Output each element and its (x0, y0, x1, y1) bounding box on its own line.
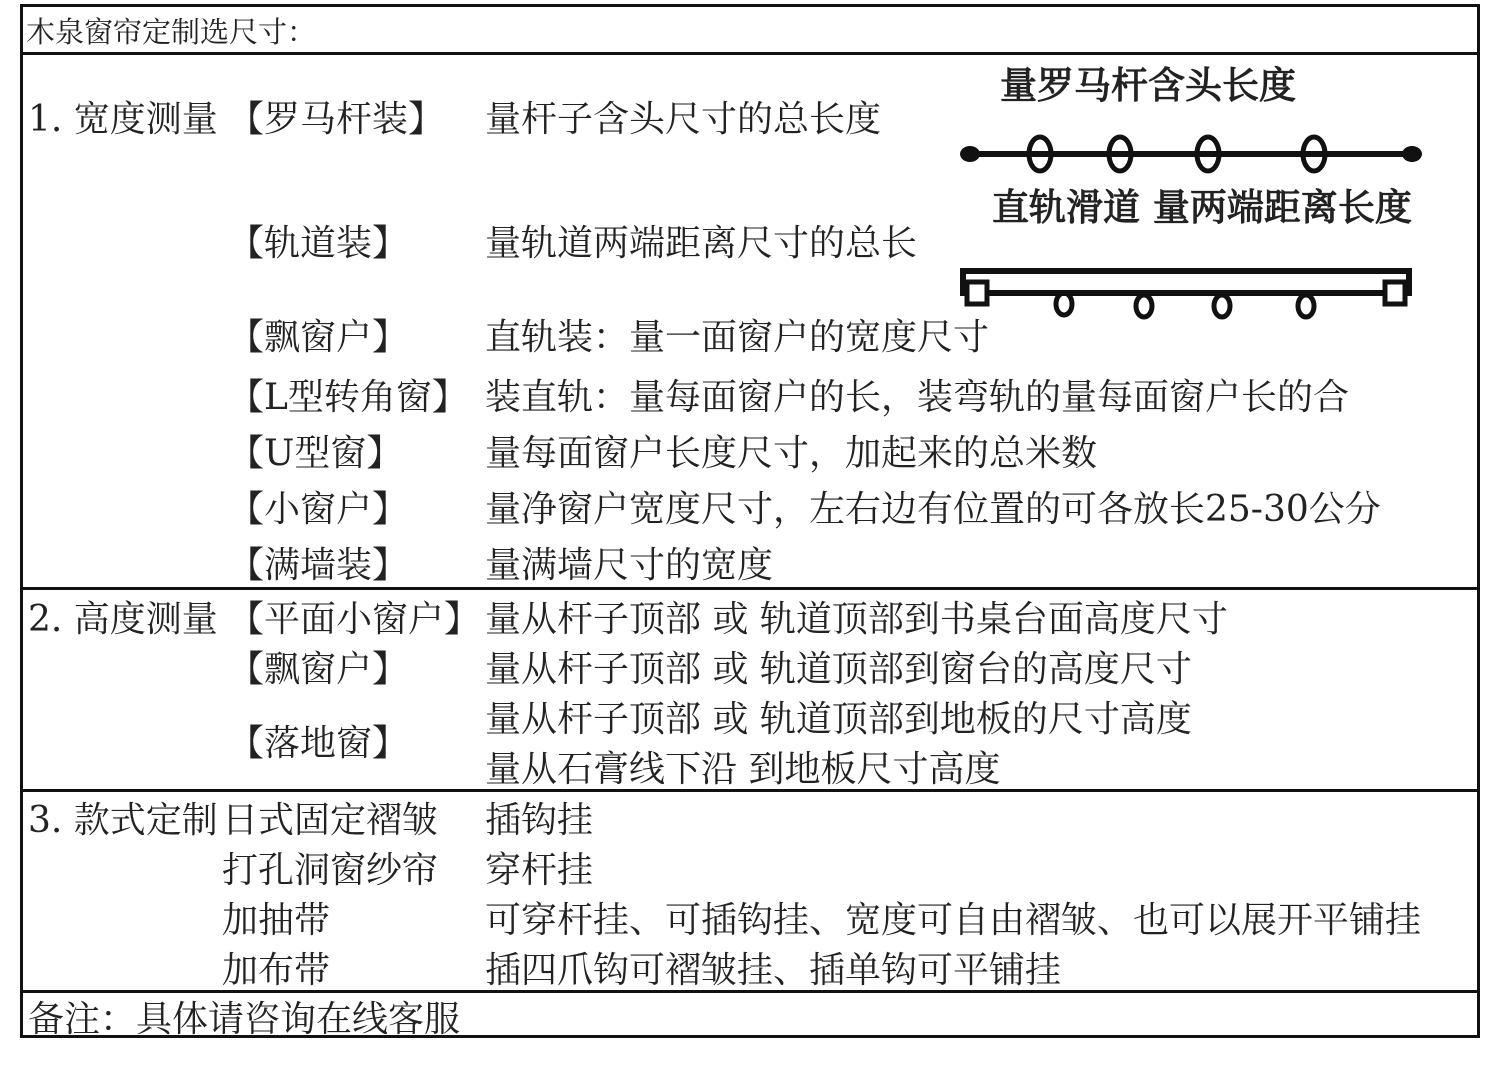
style-label-japanese-pleat: 日式固定褶皱 (222, 800, 439, 841)
height-label-flat-window: 【平面小窗户】 (228, 599, 481, 640)
note: 备注：具体请咨询在线客服 (28, 999, 461, 1040)
height-desc-floor-window-alt: 量从石膏线下沿 到地板尺寸高度 (485, 749, 1001, 790)
style-label-pull-tape: 加抽带 (222, 900, 331, 941)
width-desc-l-window: 装直轨：量每面窗户的长，装弯轨的量每面窗户长的合 (485, 377, 1350, 418)
height-desc-floor-window: 量从杆子顶部 或 轨道顶部到地板的尺寸高度 (485, 699, 1192, 740)
width-label-track: 【轨道装】 (228, 223, 409, 264)
track-caption: 直轨滑道 量两端距离长度 (992, 186, 1412, 229)
divider-title (20, 52, 1480, 55)
width-label-small-window: 【小窗户】 (228, 489, 409, 530)
document-title: 木泉窗帘定制选尺寸： (26, 15, 317, 49)
width-label-full-wall: 【满墙装】 (228, 545, 409, 586)
roman-rod-diagram (960, 128, 1430, 184)
height-label-floor-window: 【落地窗】 (228, 723, 409, 764)
height-label-bay-window: 【飘窗户】 (228, 649, 409, 690)
height-desc-bay-window: 量从杆子顶部 或 轨道顶部到窗台的高度尺寸 (485, 649, 1192, 690)
width-desc-roman-rod: 量杆子含头尺寸的总长度 (485, 99, 882, 140)
style-desc-fabric-tape: 插四爪钩可褶皱挂、插单钩可平铺挂 (485, 950, 1062, 991)
width-heading: 1. 宽度测量 (28, 99, 218, 140)
style-label-fabric-tape: 加布带 (222, 950, 331, 991)
style-desc-grommet-sheer: 穿杆挂 (485, 850, 594, 891)
style-heading: 3. 款式定制 (28, 800, 218, 841)
divider-width (20, 587, 1480, 590)
width-desc-bay-window: 直轨装：量一面窗户的宽度尺寸 (485, 317, 990, 358)
width-desc-u-window: 量每面窗户长度尺寸，加起来的总米数 (485, 433, 1098, 474)
width-desc-track: 量轨道两端距离尺寸的总长 (485, 224, 918, 264)
style-desc-japanese-pleat: 插钩挂 (485, 800, 594, 841)
width-label-bay-window: 【飘窗户】 (228, 317, 409, 358)
width-label-roman-rod: 【罗马杆装】 (228, 99, 445, 140)
straight-track-diagram (958, 262, 1418, 324)
style-desc-pull-tape: 可穿杆挂、可插钩挂、宽度可自由褶皱、也可以展开平铺挂 (485, 900, 1422, 941)
width-label-u-window: 【U型窗】 (228, 433, 403, 474)
width-label-l-window: 【L型转角窗】 (228, 377, 468, 418)
height-heading: 2. 高度测量 (28, 599, 218, 640)
width-desc-full-wall: 量满墙尺寸的宽度 (485, 545, 774, 586)
width-desc-small-window: 量净窗户宽度尺寸，左右边有位置的可各放长25-30公分 (485, 489, 1381, 530)
roman-rod-caption: 量罗马杆含头长度 (1000, 64, 1296, 107)
height-desc-flat-window: 量从杆子顶部 或 轨道顶部到书桌台面高度尺寸 (485, 599, 1228, 640)
style-label-grommet-sheer: 打孔洞窗纱帘 (222, 850, 439, 891)
